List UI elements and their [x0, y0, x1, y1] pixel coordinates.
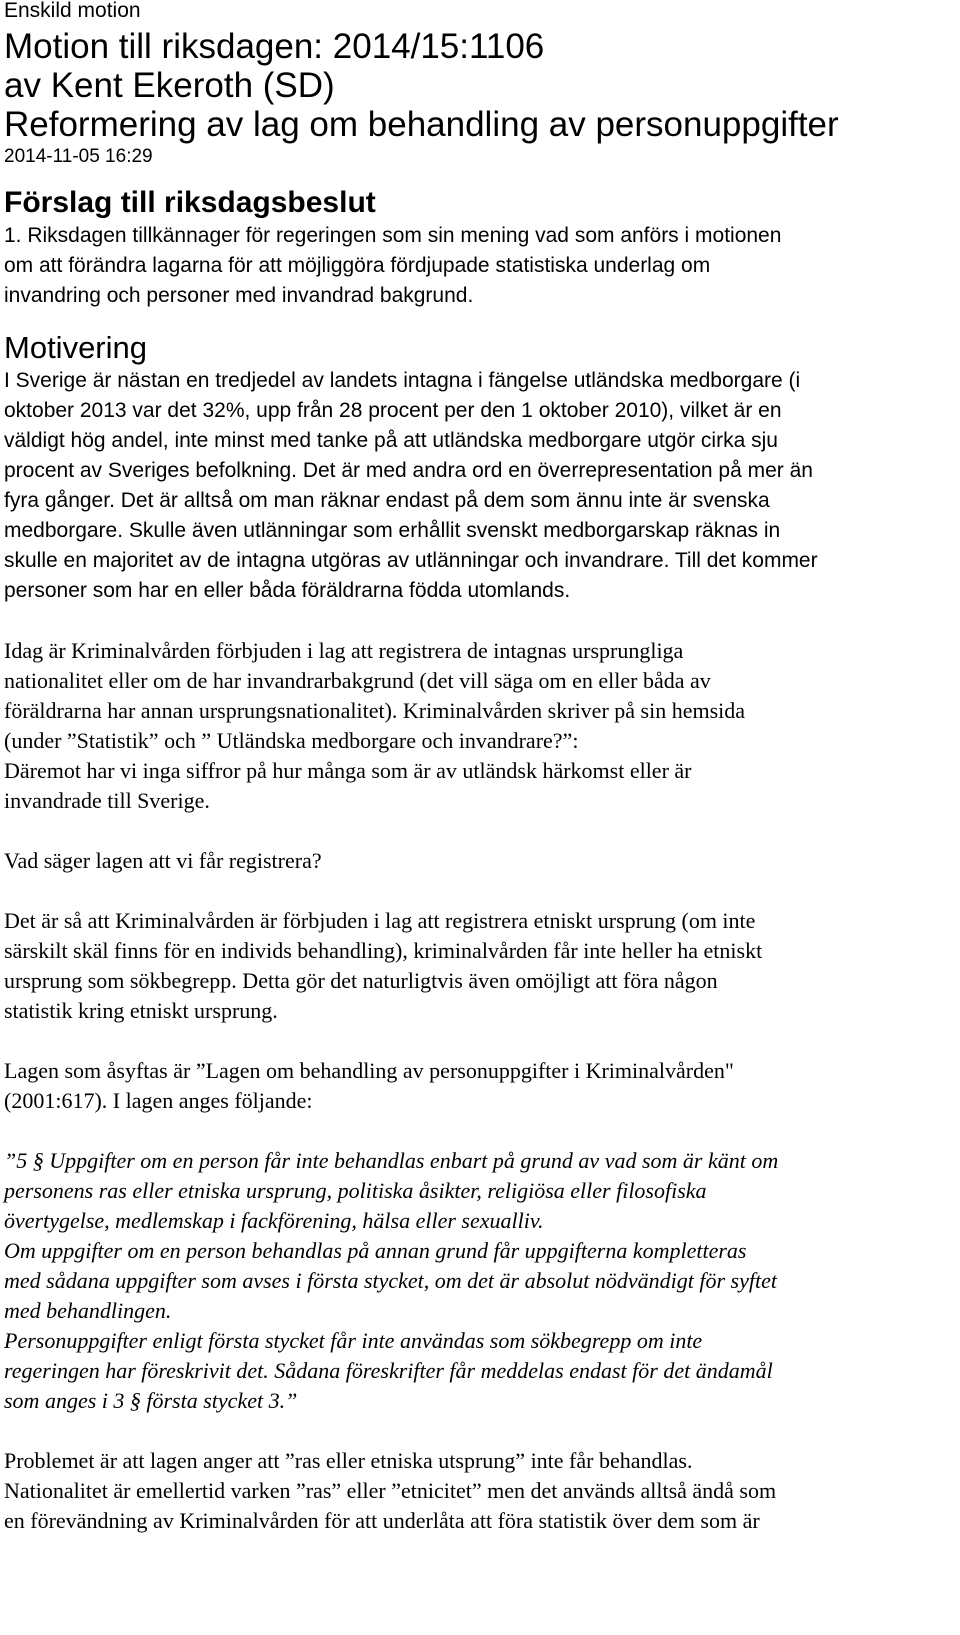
- motion-subject: Reformering av lag om behandling av personuppgifter: [4, 105, 839, 144]
- quote-line: Personuppgifter enligt första stycket får inte användas som sökbegrepp om inte: [4, 1328, 703, 1353]
- text-line: procent av Sveriges befolkning. Det är med andra ord en överrepresentation på mer än: [4, 459, 813, 482]
- text-line: om att förändra lagarna för att möjliggöra fördjupade statistiska underlag om: [4, 254, 711, 277]
- text-line: fyra gånger. Det är alltså om man räknar endast på dem som ännu inte är svenska: [4, 489, 770, 512]
- motivation-paragraph-4: [4, 906, 960, 1026]
- motion-title: Motion till riksdagen: 2014/15:1106: [4, 27, 545, 66]
- document-kind: Enskild motion: [4, 0, 141, 22]
- text-line: Idag är Kriminalvården förbjuden i lag att registrera de intagnas ursprungliga: [4, 638, 684, 663]
- text-line: statistik kring etniskt ursprung.: [4, 998, 278, 1023]
- text-line: invandring och personer med invandrad bakgrund.: [4, 284, 474, 307]
- motion-date: 2014-11-05 16:29: [4, 146, 153, 167]
- text-line: medborgare. Skulle även utlänningar som erhållit svenskt medborgarskap räknas in: [4, 519, 781, 542]
- text-line: invandrade till Sverige.: [4, 788, 210, 813]
- text-line: personer som har en eller båda föräldrarna födda utomlands.: [4, 579, 571, 602]
- text-line: Det är så att Kriminalvården är förbjuden i lag att registrera etniskt ursprung (om inte: [4, 908, 756, 933]
- motivation-paragraph-5: [4, 1056, 960, 1116]
- motivation-question: [4, 846, 960, 876]
- quote-line: med sådana uppgifter som avses i första stycket, om det är absolut nödvändigt för syftet: [4, 1268, 777, 1293]
- text-line: (under ”Statistik” och ” Utländska medborgare och invandrare?”:: [4, 728, 579, 753]
- law-quote: [4, 1146, 960, 1416]
- quote-line: regeringen har föreskrivit det. Sådana föreskrifter får meddelas endast för det ändamål: [4, 1358, 773, 1383]
- text-line: en förevändning av Kriminalvården för att underlåta att föra statistik över dem som är: [4, 1508, 760, 1533]
- text-line: skulle en majoritet av de intagna utgöras av utlänningar och invandrare. Till det kommer: [4, 549, 818, 572]
- motivation-heading: Motivering: [4, 330, 147, 365]
- text-line: Problemet är att lagen anger att ”ras eller etniska utsprung” inte får behandlas.: [4, 1448, 693, 1473]
- text-line: väldigt hög andel, inte minst med tanke på att utländska medborgare utgör cirka sju: [4, 429, 778, 452]
- text-line: (2001:617). I lagen anges följande:: [4, 1088, 313, 1113]
- quote-line: med behandlingen.: [4, 1298, 172, 1323]
- text-line: Lagen som åsyftas är ”Lagen om behandling av personuppgifter i Kriminalvården": [4, 1058, 734, 1083]
- motion-author: av Kent Ekeroth (SD): [4, 66, 335, 105]
- motivation-paragraph-6: [4, 1446, 960, 1536]
- proposal-heading: Förslag till riksdagsbeslut: [4, 186, 376, 219]
- text-line: 1. Riksdagen tillkännager för regeringen som sin mening vad som anförs i motionen: [4, 224, 782, 247]
- quote-line: ”5 § Uppgifter om en person får inte behandlas enbart på grund av vad som är känt om: [4, 1148, 779, 1173]
- text-line: Däremot har vi inga siffror på hur många som är av utländsk härkomst eller är: [4, 758, 692, 783]
- quote-line: som anges i 3 § första stycket 3.”: [4, 1388, 298, 1413]
- text-line: föräldrarna har annan ursprungsnationalitet). Kriminalvården skriver på sin hemsida: [4, 698, 746, 723]
- text-line: Nationalitet är emellertid varken ”ras” eller ”etnicitet” men det används alltså ändå som: [4, 1478, 777, 1503]
- quote-line: övertygelse, medlemskap i fackförening, hälsa eller sexualliv.: [4, 1208, 544, 1233]
- text-line: I Sverige är nästan en tredjedel av landets intagna i fängelse utländska medborgare (i: [4, 369, 801, 392]
- text-line: särskilt skäl finns för en individs behandling), kriminalvården får inte heller ha etniskt: [4, 938, 763, 963]
- text-line: oktober 2013 var det 32%, upp från 28 procent per den 1 oktober 2010), vilket är en: [4, 399, 782, 422]
- motivation-paragraph-1: [4, 366, 960, 606]
- motivation-paragraph-2: [4, 636, 960, 816]
- quote-line: Om uppgifter om en person behandlas på annan grund får uppgifterna kompletteras: [4, 1238, 747, 1263]
- quote-line: personens ras eller etniska ursprung, politiska åsikter, religiösa eller filosofiska: [4, 1178, 707, 1203]
- text-line: Vad säger lagen att vi får registrera?: [4, 848, 322, 873]
- text-line: nationalitet eller om de har invandrarbakgrund (det vill säga om en eller båda av: [4, 668, 711, 693]
- text-line: ursprung som sökbegrepp. Detta gör det naturligtvis även omöjligt att föra någon: [4, 968, 718, 993]
- proposal-paragraph: [4, 221, 960, 311]
